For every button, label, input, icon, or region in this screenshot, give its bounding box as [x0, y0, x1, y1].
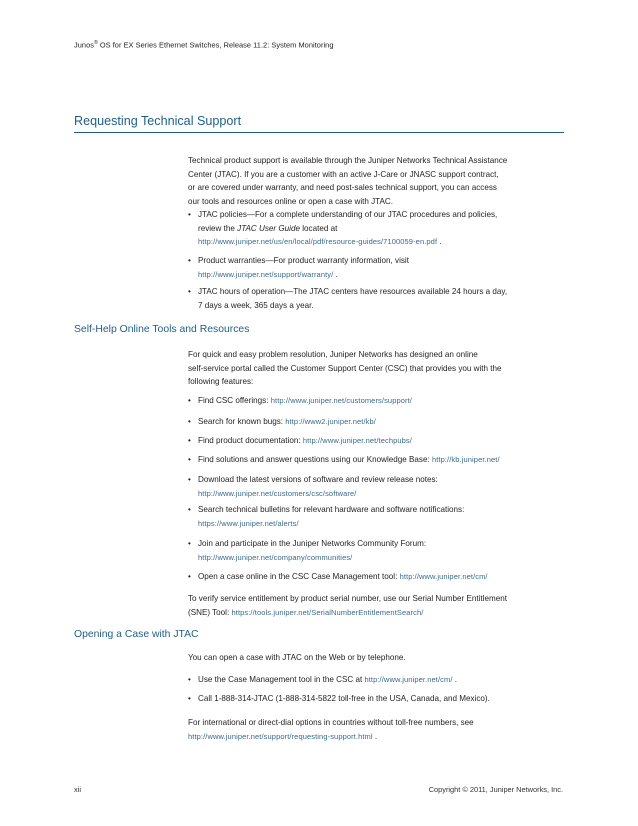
case-management-link[interactable]: http://www.juniper.net/cm/ [399, 572, 488, 581]
list-item-jtac-hours: • JTAC hours of operation—The JTAC centers have resources available 24 hours a day, 7 days a week, 365 days a year. [188, 287, 508, 310]
section-title-open-case: Opening a Case with JTAC [74, 629, 199, 640]
cm-link[interactable]: http://www.juniper.net/cm/ [364, 675, 453, 684]
page-number: xii [74, 785, 81, 794]
list-item-warranties: • Product warranties—For product warranty information, visit http://www.juniper.net/support/warranty/ . [188, 256, 409, 279]
bullet-icon: • [188, 539, 191, 548]
international-options-paragraph: For international or direct-dial options in countries without toll-free numbers, see http://www.juniper.net/support/requesting-support.html . [188, 718, 474, 741]
section-divider [74, 132, 564, 133]
sne-tool-link[interactable]: https://tools.juniper.net/SerialNumberEntitlementSearch/ [231, 607, 424, 617]
bullet-icon: • [188, 475, 191, 484]
csc-offerings-link[interactable]: http://www.juniper.net/customers/support/ [270, 396, 412, 405]
bullet-icon: • [188, 436, 191, 445]
bullet-icon: • [188, 287, 191, 296]
section-title-requesting-support: Requesting Technical Support [74, 114, 242, 128]
jtac-user-guide-title: JTAC User Guide [237, 223, 300, 233]
warranty-link[interactable]: http://www.juniper.net/support/warranty/ [198, 269, 334, 279]
known-bugs-link[interactable]: http://www2.juniper.net/kb/ [285, 417, 376, 426]
software-download-link[interactable]: http://www.juniper.net/customers/csc/software/ [198, 488, 357, 498]
section-title-self-help: Self-Help Online Tools and Resources [74, 324, 250, 335]
running-header: Junos® OS for EX Series Ethernet Switches, Release 11.2: System Monitoring [74, 40, 334, 50]
techpubs-link[interactable]: http://www.juniper.net/techpubs/ [302, 436, 412, 445]
bullet-icon: • [188, 455, 191, 464]
support-intro-paragraph: Technical product support is available through the Juniper Networks Technical Assistance Center (JTAC). If you are a customer with an active J-Care or JNASC support contract, or are covered under warranty, and need post-sales technical support, you can access our tools and resources online or open a case with JTAC. [188, 156, 508, 206]
list-item-jtac-policies: • JTAC policies—For a complete understanding of our JTAC procedures and policies, review the JTAC User Guide located at http://www.juniper.net/us/en/local/pdf/resource-guides/7100059-en.pdf . [188, 210, 498, 247]
bullet-icon: • [188, 694, 191, 703]
jtac-user-guide-link[interactable]: http://www.juniper.net/us/en/local/pdf/resource-guides/7100059-en.pdf [198, 237, 438, 247]
knowledge-base-link[interactable]: http://kb.juniper.net/ [431, 455, 500, 464]
list-item-open-case-online: • Open a case online in the CSC Case Management tool: http://www.juniper.net/cm/ [188, 570, 568, 584]
list-item-community-forum: • Join and participate in the Juniper Networks Community Forum: http://www.juniper.net/company/communities/ [188, 539, 427, 562]
requesting-support-link[interactable]: http://www.juniper.net/support/requesting-support.html [188, 731, 373, 741]
list-item-case-management: • Use the Case Management tool in the CSC at http://www.juniper.net/cm/ . [188, 673, 568, 687]
list-item-tech-bulletins: • Search technical bulletins for relevant hardware and software notifications: https://www.juniper.net/alerts/ [188, 505, 465, 528]
serial-entitlement-paragraph: To verify service entitlement by product serial number, use our Serial Number Entitlement (SNE) Tool: https://tools.juniper.net/SerialNumberEntitlementSearch/ [188, 594, 507, 617]
bullet-icon: • [188, 675, 191, 684]
bullet-icon: • [188, 417, 191, 426]
self-help-intro-paragraph: For quick and easy problem resolution, Juniper Networks has designed an online self-service portal called the Customer Support Center (CSC) that provides you with the following features: [188, 350, 502, 387]
community-link[interactable]: http://www.juniper.net/company/communities/ [198, 552, 353, 562]
open-case-intro: You can open a case with JTAC on the Web or by telephone. [188, 653, 406, 662]
bullet-icon: • [188, 396, 191, 405]
alerts-link[interactable]: https://www.juniper.net/alerts/ [198, 518, 299, 528]
bullet-icon: • [188, 256, 191, 265]
list-item-download-software: • Download the latest versions of software and review release notes: http://www.juniper.net/customers/csc/software/ [188, 475, 438, 498]
list-item-product-docs: • Find product documentation: http://www.juniper.net/techpubs/ [188, 434, 568, 448]
list-item-known-bugs: • Search for known bugs: http://www2.juniper.net/kb/ [188, 415, 568, 429]
list-item-knowledge-base: • Find solutions and answer questions using our Knowledge Base: http://kb.juniper.net/ [188, 453, 568, 467]
copyright-notice: Copyright © 2011, Juniper Networks, Inc. [428, 785, 563, 794]
bullet-icon: • [188, 505, 191, 514]
bullet-icon: • [188, 210, 191, 219]
list-item-call-jtac: • Call 1-888-314-JTAC (1-888-314-5822 toll-free in the USA, Canada, and Mexico). [188, 692, 568, 706]
bullet-icon: • [188, 572, 191, 581]
list-item-csc-offerings: • Find CSC offerings: http://www.juniper.net/customers/support/ [188, 394, 568, 408]
